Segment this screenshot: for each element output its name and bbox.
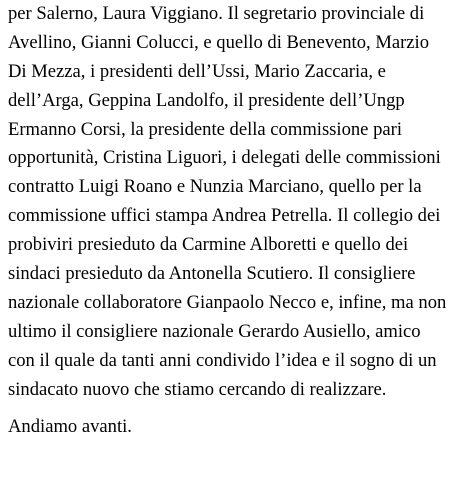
text-line: commissione uffici stampa Andrea Petrella. Il collegio dei [8, 205, 441, 227]
text-line: ultimo il consigliere nazionale Gerardo Ausiello, amico [8, 320, 421, 342]
text-line: sindaci presieduto da Antonella Scutiero. Il consigliere [8, 263, 416, 285]
text-line: Avellino, Gianni Colucci, e quello di Benevento, Marzio [8, 31, 430, 53]
document-page [8, 0, 468, 442]
text-line: per Salerno, Laura Viggiano. Il segretario provinciale di [8, 3, 425, 24]
text-line: dell’Arga, Geppina Landolfo, il presidente dell’Ungp [8, 89, 405, 111]
paragraph-1 [8, 0, 468, 404]
paragraph-spacer [8, 404, 468, 413]
text-line: Andiamo avanti. [8, 416, 132, 438]
text-line: Ermanno Corsi, la presidente della commissione pari [8, 118, 402, 140]
text-line: con il quale da tanti anni condivido l’idea e il sogno di un [8, 349, 437, 371]
text-line: sindacato nuovo che stiamo cercando di realizzare. [8, 378, 387, 400]
text-line: Di Mezza, i presidenti dell’Ussi, Mario Zaccaria, e [8, 60, 386, 82]
text-line: nazionale collaboratore Gianpaolo Necco e, infine, ma non [8, 291, 447, 313]
text-line: probiviri presieduto da Carmine Alboretti e quello dei [8, 234, 409, 256]
text-line: contratto Luigi Roano e Nunzia Marciano, quello per la [8, 176, 422, 198]
text-line: opportunità, Cristina Liguori, i delegati delle commissioni [8, 147, 441, 169]
paragraph-2 [8, 413, 468, 442]
